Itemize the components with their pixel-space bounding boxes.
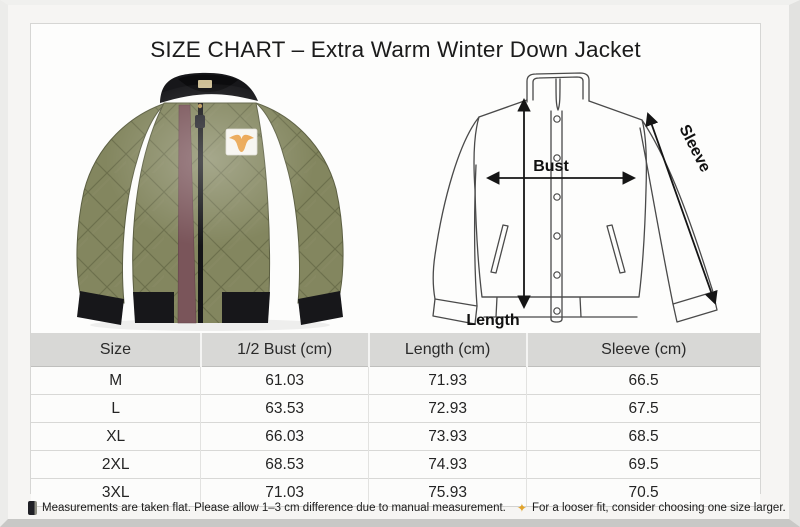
diagram-left-pocket <box>491 225 508 273</box>
diagram-left-sleeve <box>433 117 479 306</box>
cell-length: 74.93 <box>369 451 527 479</box>
cell-length: 75.93 <box>369 479 527 507</box>
sleeve-arrow <box>648 114 715 303</box>
cell-length: 73.93 <box>369 423 527 451</box>
cell-bust: 63.53 <box>201 395 369 423</box>
page-title: SIZE CHART – Extra Warm Winter Down Jacket <box>150 37 641 62</box>
table-row <box>31 367 760 395</box>
cell-sleeve: 66.5 <box>527 367 760 395</box>
diagram-right-cuff <box>673 292 717 322</box>
cell-bust: 66.03 <box>201 423 369 451</box>
cell-size: 2XL <box>31 451 201 479</box>
col-length: Length (cm) <box>369 333 527 367</box>
col-size: Size <box>31 333 201 367</box>
diagram-right-pocket <box>607 225 625 273</box>
cell-bust: 71.03 <box>201 479 369 507</box>
cell-bust: 61.03 <box>201 367 369 395</box>
size-table-header-row <box>31 333 760 367</box>
cell-bust: 68.53 <box>201 451 369 479</box>
sparkle-icon: ✦ <box>516 501 527 515</box>
ruler-icon <box>28 501 37 515</box>
cell-length: 72.93 <box>369 395 527 423</box>
diagram-placket <box>551 111 562 322</box>
footnote-fit-note: For a looser fit, consider choosing one size larger. <box>531 502 786 514</box>
col-sleeve: Sleeve (cm) <box>527 333 760 367</box>
col-bust: 1/2 Bust (cm) <box>201 333 369 367</box>
size-table <box>31 333 760 507</box>
photo-shine <box>95 84 325 274</box>
bust-label: Bust <box>533 158 569 175</box>
cell-size: L <box>31 395 201 423</box>
cell-size: XL <box>31 423 201 451</box>
cell-sleeve: 70.5 <box>527 479 760 507</box>
diagram-buttons <box>554 116 560 314</box>
cell-sleeve: 67.5 <box>527 395 760 423</box>
table-row <box>31 423 760 451</box>
sleeve-label: Sleeve <box>675 122 714 176</box>
footnote <box>28 501 786 515</box>
cell-size: M <box>31 367 201 395</box>
size-chart-card <box>30 23 761 501</box>
cell-length: 71.93 <box>369 367 527 395</box>
footnote-measure-note: Measurements are taken flat. Please allow 1–3 cm difference due to manual measurement. <box>42 502 506 514</box>
length-label: Length <box>466 312 520 329</box>
cell-sleeve: 68.5 <box>527 423 760 451</box>
table-row <box>31 395 760 423</box>
table-row <box>31 451 760 479</box>
jacket-photo <box>50 59 386 331</box>
diagram-collar-notch <box>556 79 560 110</box>
measurement-diagram <box>429 70 770 334</box>
diagram-collar-inner <box>533 77 583 100</box>
cell-size: 3XL <box>31 479 201 507</box>
cell-sleeve: 69.5 <box>527 451 760 479</box>
